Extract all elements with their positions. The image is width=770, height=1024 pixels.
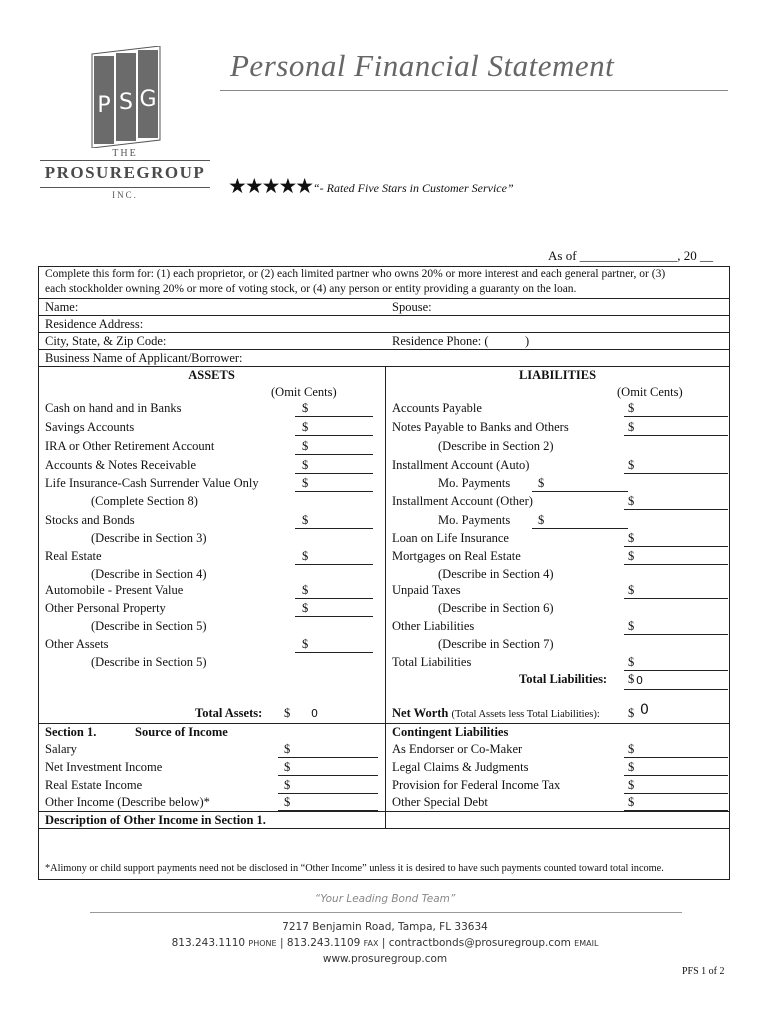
liabilities-omit-cents: (Omit Cents) [617, 385, 683, 399]
contingent-row-label: Provision for Federal Income Tax [392, 778, 561, 792]
city-state-zip-field[interactable]: City, State, & Zip Code: [45, 334, 167, 348]
footer-address: 7217 Benjamin Road, Tampa, FL 33634 [282, 921, 488, 933]
business-name-field[interactable]: Business Name of Applicant/Borrower: [45, 351, 243, 365]
asset-row-label: Real Estate [45, 549, 102, 563]
liabilities-heading: LIABILITIES [518, 368, 597, 382]
liability-row-label: Installment Account (Other) [392, 494, 533, 508]
footer-phone-label: PHONE [248, 939, 277, 948]
income-row-dollar: $ [284, 795, 291, 809]
asset-row-dollar: $ [302, 420, 309, 434]
page-title: Personal Financial Statement [230, 48, 615, 83]
logo-name: PROSUREGROUP [44, 163, 206, 182]
logo-divider [40, 160, 210, 161]
liability-value-field[interactable] [624, 670, 728, 671]
income-row-dollar: $ [284, 742, 291, 756]
net-worth-note: (Total Assets less Total Liabilities): [451, 709, 600, 720]
income-value-field[interactable] [278, 793, 378, 794]
logo-monogram-p: P [97, 93, 111, 118]
contingent-row-dollar: $ [628, 742, 635, 756]
instructions-line-2: each stockholder owning 20% or more of voting stock, or (4) any person or entity providing a guaranty on the loan. [45, 283, 577, 295]
asset-value-field[interactable] [295, 454, 373, 455]
asset-row-label: (Complete Section 8) [91, 494, 198, 508]
liability-row-label: Unpaid Taxes [392, 583, 461, 597]
footer-contact: 813.243.1110 PHONE | 813.243.1109 FAX | contractbonds@prosuregroup.com EMAIL [171, 937, 599, 949]
column-divider [385, 366, 386, 828]
income-row-dollar: $ [284, 778, 291, 792]
liability-row-dollar: $ [628, 458, 635, 472]
asset-row-dollar: $ [302, 458, 309, 472]
asset-value-field[interactable] [295, 435, 373, 436]
footer-fax: 813.243.1109 [286, 937, 361, 949]
instructions-line-1: Complete this form for: (1) each proprietor, or (2) each limited partner who owns 20% or more interest and each general partner, or (3) [45, 268, 666, 280]
asset-row-label: Automobile - Present Value [45, 583, 184, 597]
asset-row-label: Other Personal Property [45, 601, 166, 615]
name-field[interactable]: Name: [45, 300, 79, 314]
liability-value-field[interactable] [624, 546, 728, 547]
logo-divider [40, 187, 210, 188]
income-row-label: Net Investment Income [45, 760, 163, 774]
asset-value-field[interactable] [295, 416, 373, 417]
as-of-date[interactable]: As of _______________, 20 __ [548, 248, 714, 263]
asset-row-dollar: $ [302, 401, 309, 415]
liability-row-label: Mo. Payments [438, 513, 511, 527]
footer-rule [90, 912, 682, 913]
liability-row-label: Mortgages on Real Estate [392, 549, 521, 563]
mo-payment-field[interactable] [532, 528, 628, 529]
asset-row-dollar: $ [302, 637, 309, 651]
contingent-title: Contingent Liabilities [392, 725, 509, 739]
income-row-label: Salary [45, 742, 77, 756]
net-worth-label: Net Worth [392, 706, 449, 720]
income-row-label: Other Income (Describe below)* [45, 795, 210, 809]
liability-value-field[interactable] [624, 564, 728, 565]
section-1-title: Source of Income [135, 725, 228, 739]
liability-row-dollar: $ [628, 583, 635, 597]
asset-value-field[interactable] [295, 491, 373, 492]
asset-row-dollar: $ [302, 439, 309, 453]
mo-payment-field[interactable] [532, 491, 628, 492]
footer-phone: 813.243.1110 [171, 937, 246, 949]
net-worth-value[interactable]: 0 [640, 702, 649, 718]
asset-row-label: Stocks and Bonds [45, 513, 135, 527]
asset-row-label: IRA or Other Retirement Account [45, 439, 215, 453]
mo-payment-dollar: $ [538, 513, 545, 527]
contingent-value-field[interactable] [624, 757, 728, 758]
asset-row-label: (Describe in Section 5) [91, 655, 207, 669]
asset-row-label: (Describe in Section 3) [91, 531, 207, 545]
asset-value-field[interactable] [295, 528, 373, 529]
asset-value-field[interactable] [295, 598, 373, 599]
contingent-row-label: As Endorser or Co-Maker [392, 742, 523, 756]
liability-value-field[interactable] [624, 598, 728, 599]
total-assets-value[interactable]: 0 [311, 707, 318, 720]
liability-value-field[interactable] [624, 435, 728, 436]
contingent-row-dollar: $ [628, 795, 635, 809]
net-worth-dollar: $ [628, 706, 635, 720]
liability-value-field[interactable] [624, 473, 728, 474]
income-row-dollar: $ [284, 760, 291, 774]
footer-email[interactable]: contractbonds@prosuregroup.com [388, 937, 571, 949]
liability-row-dollar: $ [628, 401, 635, 415]
asset-row-label: Cash on hand and in Banks [45, 401, 182, 415]
liability-row-dollar: $ [628, 655, 635, 669]
net-worth-row [392, 706, 600, 722]
assets-heading: ASSETS [188, 368, 235, 382]
income-row-label: Real Estate Income [45, 778, 143, 792]
residence-phone-field[interactable]: Residence Phone: ( [392, 334, 489, 348]
liability-row-dollar: $ [628, 531, 635, 545]
svg-text:G: G [139, 87, 157, 112]
liability-row-label: Other Liabilities [392, 619, 475, 633]
total-assets-label: Total Assets: [195, 706, 263, 720]
liability-value-field[interactable] [624, 509, 728, 510]
asset-row-dollar: $ [302, 513, 309, 527]
asset-row-dollar: $ [302, 601, 309, 615]
footer-tagline: “Your Leading Bond Team” [314, 893, 456, 905]
svg-text:S: S [119, 90, 133, 115]
asset-value-field[interactable] [295, 473, 373, 474]
residence-address-field[interactable]: Residence Address: [45, 317, 144, 331]
liability-row-label: Total Liabilities [392, 655, 472, 669]
liability-row-label: (Describe in Section 2) [438, 439, 554, 453]
liability-row-dollar: $ [628, 619, 635, 633]
liability-value-field[interactable] [624, 634, 728, 635]
liability-row-label: Loan on Life Insurance [392, 531, 509, 545]
asset-row-label: Life Insurance-Cash Surrender Value Only [45, 476, 259, 490]
income-value-field[interactable] [278, 757, 378, 758]
total-liabilities-value[interactable]: 0 [636, 674, 643, 687]
footnote: *Alimony or child support payments need not be disclosed in “Other Income” unless it is desired to have such payments counted toward total income. [45, 863, 664, 874]
liability-row-dollar: $ [628, 494, 635, 508]
total-liabilities-dollar: $ [628, 672, 635, 686]
assets-omit-cents: (Omit Cents) [271, 385, 337, 399]
mo-payment-dollar: $ [538, 476, 545, 490]
asset-row-label: Other Assets [45, 637, 109, 651]
asset-value-field[interactable] [295, 652, 373, 653]
contingent-value-field[interactable] [624, 775, 728, 776]
other-income-description-label[interactable]: Description of Other Income in Section 1. [45, 813, 266, 827]
contingent-row-label: Other Special Debt [392, 795, 488, 809]
five-stars-icon: ★★★★★ [228, 174, 313, 198]
liability-row-label: Notes Payable to Banks and Others [392, 420, 569, 434]
page-number: PFS 1 of 2 [682, 966, 725, 977]
section-1-label: Section 1. [45, 725, 97, 739]
spouse-field[interactable]: Spouse: [392, 300, 432, 314]
contingent-row-label: Legal Claims & Judgments [392, 760, 529, 774]
footer-email-label: EMAIL [574, 939, 599, 948]
logo-the: THE [112, 148, 138, 159]
contingent-value-field[interactable] [624, 793, 728, 794]
psg-logo-icon [86, 46, 166, 148]
contingent-row-dollar: $ [628, 760, 635, 774]
liability-row-label: (Describe in Section 7) [438, 637, 554, 651]
asset-row-label: Accounts & Notes Receivable [45, 458, 196, 472]
asset-row-dollar: $ [302, 476, 309, 490]
income-value-field[interactable] [278, 775, 378, 776]
contingent-row-dollar: $ [628, 778, 635, 792]
footer-fax-label: FAX [363, 939, 379, 948]
phone-close-paren: ) [525, 334, 530, 348]
asset-row-dollar: $ [302, 583, 309, 597]
liability-row-label: Mo. Payments [438, 476, 511, 490]
title-rule [220, 90, 728, 91]
asset-row-label: (Describe in Section 4) [91, 567, 207, 581]
asset-row-dollar: $ [302, 549, 309, 563]
liability-row-dollar: $ [628, 549, 635, 563]
footer-website[interactable]: www.prosuregroup.com [322, 953, 448, 965]
liability-row-label: (Describe in Section 4) [438, 567, 554, 581]
liability-row-dollar: $ [628, 420, 635, 434]
liability-row-label: Accounts Payable [392, 401, 482, 415]
total-assets-dollar: $ [284, 706, 291, 720]
asset-value-field[interactable] [295, 564, 373, 565]
logo-inc: INC. [112, 190, 138, 200]
liability-row-label: (Describe in Section 6) [438, 601, 554, 615]
asset-row-label: Savings Accounts [45, 420, 135, 434]
tagline: “- Rated Five Stars in Customer Service” [313, 181, 514, 195]
asset-row-label: (Describe in Section 5) [91, 619, 207, 633]
total-liabilities-label: Total Liabilities: [519, 672, 608, 686]
liability-row-label: Installment Account (Auto) [392, 458, 530, 472]
liability-value-field[interactable] [624, 416, 728, 417]
asset-value-field[interactable] [295, 616, 373, 617]
